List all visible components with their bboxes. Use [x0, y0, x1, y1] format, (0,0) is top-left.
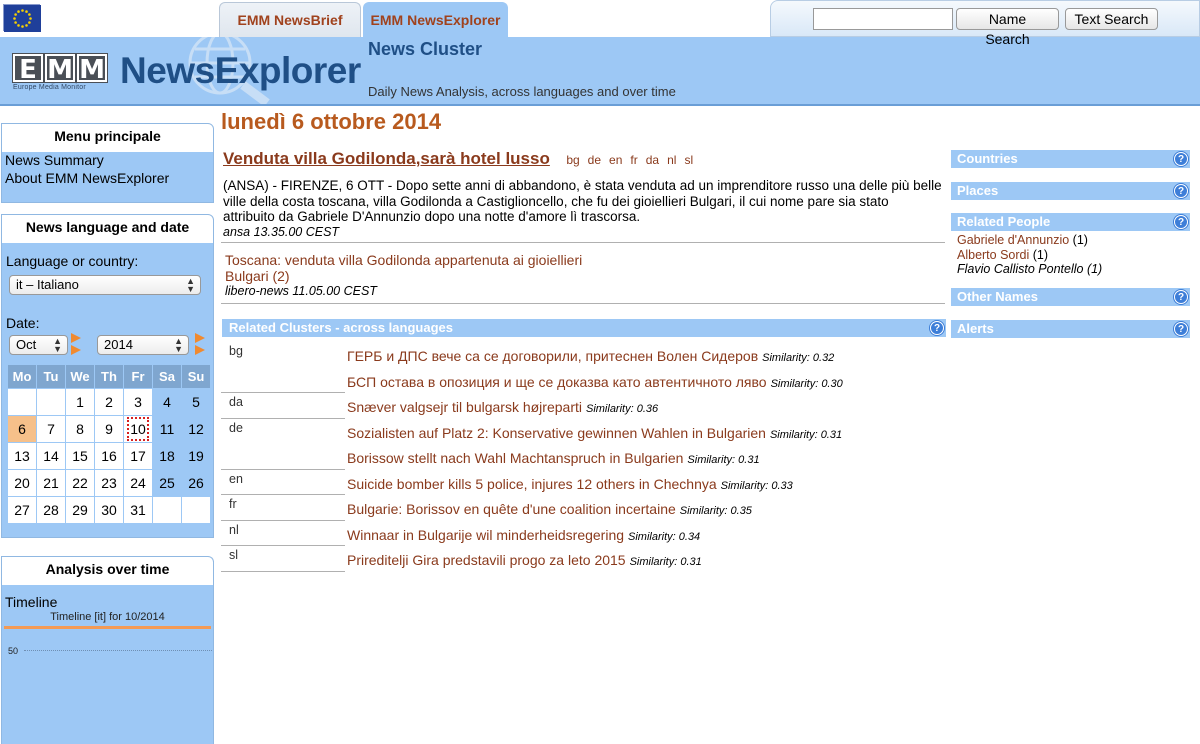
similarity-score — [687, 454, 759, 466]
section-header-related-people[interactable] — [951, 213, 1190, 231]
related-cluster-language: da — [229, 395, 243, 409]
divider — [221, 303, 945, 304]
section-title: Related People — [957, 214, 1051, 229]
timeline-label[interactable]: Timeline — [5, 594, 58, 610]
language-group-divider — [221, 494, 345, 495]
calendar-day[interactable] — [95, 497, 124, 524]
related-cluster-item — [347, 348, 834, 364]
related-cluster-link[interactable]: Suicide bomber kills 5 police, injures 12 others in Chechnya — [347, 475, 717, 492]
date-label: Date: — [6, 315, 40, 331]
calendar-day[interactable] — [182, 443, 211, 470]
person-item — [957, 262, 1102, 277]
analysis-panel — [1, 556, 214, 744]
article-language-link[interactable]: da — [645, 153, 660, 167]
calendar-weekday-header: Tu — [37, 365, 66, 389]
calendar-day[interactable] — [124, 497, 153, 524]
calendar-day-number: 1 — [76, 394, 84, 410]
similarity-value: 0.35 — [730, 505, 752, 517]
calendar-day-number: 12 — [188, 421, 204, 437]
related-cluster-link[interactable]: Bulgarie: Borissov en quête d'une coalition incertaine — [347, 501, 676, 517]
section-title: Other Names — [957, 289, 1038, 304]
calendar-day-number: 9 — [105, 421, 113, 437]
person-count: (1) — [1072, 233, 1088, 247]
calendar — [7, 364, 211, 524]
article-title-row — [223, 149, 943, 169]
calendar-day-number: 8 — [76, 421, 84, 437]
language-select-value: it – Italiano — [16, 277, 79, 292]
similarity-score — [628, 531, 700, 543]
calendar-day[interactable] — [37, 497, 66, 524]
calendar-day[interactable] — [182, 389, 211, 416]
page-title: News Cluster — [368, 39, 483, 59]
calendar-day[interactable] — [95, 443, 124, 470]
select-arrows-icon: ▲ ▼ — [186, 276, 195, 294]
timeline-tick-label: 50 — [8, 646, 19, 656]
calendar-weekday-header: We — [66, 365, 95, 389]
help-icon[interactable]: ? — [1174, 184, 1188, 198]
calendar-day-number: 22 — [72, 475, 88, 491]
language-group-divider — [221, 571, 345, 572]
article-language-link[interactable]: fr — [630, 153, 638, 167]
calendar-day-number: 27 — [14, 502, 30, 518]
language-group-divider — [221, 469, 345, 470]
calendar-day[interactable] — [66, 389, 95, 416]
calendar-day[interactable] — [66, 497, 95, 524]
help-icon[interactable]: ? — [1174, 152, 1188, 166]
section-header-places[interactable] — [951, 182, 1190, 200]
calendar-day-number: 30 — [101, 502, 117, 518]
calendar-weekday-header: Sa — [153, 365, 182, 389]
related-clusters-title: Related Clusters - across languages — [229, 320, 453, 335]
similarity-score — [771, 378, 843, 390]
year-stepper-icon[interactable] — [195, 333, 205, 355]
person-item — [957, 233, 1102, 248]
calendar-day-number: 16 — [101, 448, 117, 464]
similarity-label: Similarity: — [769, 428, 818, 441]
text-search-button[interactable]: Text Search — [1065, 8, 1158, 30]
calendar-day[interactable] — [8, 416, 37, 443]
calendar-day-number: 19 — [188, 448, 204, 464]
timeline-gridline — [24, 650, 212, 651]
related-cluster-item — [347, 425, 842, 441]
related-cluster-row — [221, 391, 945, 416]
calendar-day-number: 3 — [134, 394, 142, 410]
similarity-score — [586, 403, 658, 415]
calendar-day[interactable] — [124, 389, 153, 416]
emm-logo-letter: M — [45, 54, 75, 82]
related-cluster-item — [347, 399, 658, 415]
calendar-weekday-header: Th — [95, 365, 124, 389]
related-cluster-row — [221, 442, 945, 467]
calendar-day[interactable] — [124, 443, 153, 470]
calendar-day-number: 28 — [43, 502, 59, 518]
calendar-day-number: 14 — [43, 448, 59, 464]
calendar-day-number: 10 — [127, 417, 149, 441]
similarity-score — [721, 480, 793, 492]
help-icon[interactable]: ? — [1174, 322, 1188, 336]
calendar-empty-cell — [37, 389, 66, 416]
article-language-link[interactable]: bg — [566, 153, 580, 167]
second-article-link[interactable]: Toscana: venduta villa Godilonda appartenuta ai gioiellieri Bulgari (2) — [225, 252, 583, 284]
similarity-score — [680, 505, 752, 517]
page-subtitle: Daily News Analysis, across languages and over time — [368, 84, 676, 99]
similarity-value: 0.34 — [678, 530, 701, 543]
analysis-panel-title: Analysis over time — [45, 561, 170, 577]
calendar-day[interactable] — [153, 389, 182, 416]
calendar-day[interactable] — [37, 443, 66, 470]
menu-panel-title: Menu principale — [54, 128, 161, 144]
calendar-day[interactable] — [153, 416, 182, 443]
calendar-empty-cell — [182, 497, 211, 524]
calendar-day-number: 26 — [188, 475, 204, 491]
section-header-other-names[interactable] — [951, 288, 1190, 306]
calendar-day-number: 20 — [14, 475, 30, 491]
name-search-button[interactable]: Name Search — [956, 8, 1059, 30]
language-date-panel-title: News language and date — [25, 219, 190, 235]
related-people-list — [957, 233, 1102, 277]
person-link[interactable]: Gabriele d'Annunzio — [957, 233, 1070, 247]
section-title: Countries — [957, 151, 1018, 166]
calendar-day[interactable] — [8, 443, 37, 470]
related-cluster-item — [347, 527, 700, 543]
related-cluster-item — [347, 476, 793, 492]
emm-logo-letter: M — [77, 54, 107, 82]
menu-item-news-summary[interactable]: News Summary — [5, 152, 104, 168]
search-input[interactable] — [813, 8, 953, 30]
article-language-link[interactable]: de — [587, 153, 602, 167]
similarity-label: Similarity: — [762, 352, 810, 364]
related-cluster-item — [347, 501, 752, 517]
calendar-day[interactable] — [66, 470, 95, 497]
related-cluster-link[interactable]: Prireditelji Gira predstavili progo za leto 2015 — [347, 552, 626, 568]
timeline-chart-title: Timeline [it] for 10/2014 — [50, 611, 165, 623]
similarity-score — [770, 429, 842, 441]
similarity-value: 0.32 — [812, 352, 835, 364]
similarity-label: Similarity: — [679, 505, 728, 517]
calendar-day[interactable] — [95, 470, 124, 497]
similarity-label: Similarity: — [720, 479, 769, 492]
similarity-value: 0.31 — [680, 556, 702, 568]
similarity-label: Similarity: — [770, 377, 819, 390]
calendar-day[interactable] — [8, 470, 37, 497]
calendar-day[interactable] — [124, 416, 153, 443]
related-cluster-link[interactable]: Winnaar in Bulgarije wil minderheidsregering — [347, 526, 625, 543]
related-cluster-link[interactable]: Snæver valgsejr til bulgarsk højreparti — [347, 399, 582, 415]
person-name: Flavio Callisto Pontello — [957, 262, 1084, 276]
calendar-weekday-header: Fr — [124, 365, 153, 389]
calendar-day[interactable] — [8, 497, 37, 524]
related-cluster-language: sl — [229, 548, 239, 562]
related-cluster-link[interactable]: Sozialisten auf Platz 2: Konservative gewinnen Wahlen in Bulgarien — [347, 424, 766, 441]
year-select-value: 2014 — [104, 337, 133, 352]
calendar-day[interactable] — [95, 416, 124, 443]
divider — [221, 242, 945, 243]
related-cluster-link[interactable]: ГЕРБ и ДПС вече са се договорили, притеснен Волен Сидеров — [347, 348, 759, 364]
related-cluster-language: de — [229, 420, 243, 435]
article-source: ansa 13.35.00 CEST — [223, 225, 340, 239]
calendar-day-number: 15 — [72, 448, 88, 464]
calendar-day-number: 13 — [14, 448, 30, 464]
article-body: (ANSA) - FIRENZE, 6 OTT - Dopo sette anni di abbandono, è stata venduta ad un imprenditore russo una delle più belle ville della costa toscana, villa Godilonda a Castiglioncello, che fu dei gioiellieri Bulgari, il cui nome pare sia stato attribuito da Gabriele D'Annunzio dopo una notte d'amore lì trascorsa. — [223, 178, 942, 224]
select-arrows-icon: ▲ ▼ — [174, 336, 183, 354]
calendar-day-number: 29 — [72, 502, 88, 518]
product-title: NewsExplorer — [120, 50, 361, 91]
related-cluster-row — [221, 417, 945, 442]
related-cluster-row — [221, 366, 945, 391]
calendar-day-number: 6 — [18, 421, 26, 437]
calendar-day-number: 2 — [105, 394, 113, 410]
language-group-divider — [221, 520, 345, 521]
month-stepper-icon[interactable] — [71, 333, 81, 355]
calendar-weekday-header: Su — [182, 365, 211, 389]
calendar-day-number: 31 — [130, 502, 146, 518]
related-cluster-row — [221, 519, 945, 544]
calendar-day[interactable] — [124, 470, 153, 497]
similarity-score — [762, 352, 834, 364]
calendar-day-number: 4 — [163, 394, 171, 410]
emm-logo — [13, 54, 107, 98]
calendar-day[interactable] — [66, 416, 95, 443]
section-header-alerts[interactable] — [951, 320, 1190, 338]
similarity-label: Similarity: — [628, 530, 676, 543]
language-label: Language or country: — [6, 253, 139, 269]
related-cluster-language: nl — [229, 522, 239, 537]
related-cluster-link[interactable]: Borissow stellt nach Wahl Machtanspruch in Bulgarien — [347, 450, 684, 466]
related-cluster-row — [221, 340, 945, 365]
article-language-links — [562, 151, 697, 168]
related-clusters-header — [222, 319, 946, 337]
timeline-bar — [4, 626, 211, 629]
related-cluster-link[interactable]: БСП остава в опозиция и ще се доказва като автентичното ляво — [347, 373, 767, 390]
select-arrows-icon: ▲ ▼ — [53, 336, 62, 354]
related-cluster-item — [347, 374, 843, 390]
search-area — [770, 0, 1200, 47]
similarity-value: 0.36 — [636, 403, 659, 415]
calendar-day[interactable] — [182, 416, 211, 443]
year-select[interactable] — [97, 335, 189, 355]
similarity-score — [630, 556, 702, 568]
related-cluster-language: bg — [229, 344, 243, 358]
calendar-day-number: 7 — [47, 421, 55, 437]
help-icon[interactable]: ? — [930, 321, 944, 335]
calendar-weekday-header: Mo — [8, 365, 37, 389]
help-icon[interactable]: ? — [1174, 290, 1188, 304]
article-language-link[interactable]: en — [609, 153, 623, 167]
calendar-day-number: 25 — [159, 475, 175, 491]
related-cluster-row — [221, 544, 945, 569]
tab-newsexplorer[interactable]: EMM NewsExplorer — [363, 2, 508, 38]
person-count: (1) — [1032, 247, 1049, 262]
header — [0, 0, 1200, 106]
date-heading: lunedì 6 ottobre 2014 — [221, 109, 442, 134]
similarity-value: 0.33 — [771, 479, 793, 492]
calendar-day-number: 17 — [130, 448, 146, 464]
calendar-day-number: 11 — [159, 421, 175, 437]
calendar-day-number: 24 — [130, 475, 146, 491]
person-count: (1) — [1086, 262, 1103, 276]
section-title: Alerts — [957, 321, 994, 336]
tab-newsbrief[interactable]: EMM NewsBrief — [219, 2, 361, 38]
logo-area[interactable] — [0, 37, 362, 104]
article-title-link[interactable]: Venduta villa Godilonda,sarà hotel lusso — [223, 149, 550, 168]
section-title: Places — [957, 183, 999, 198]
calendar-day-number: 5 — [192, 394, 200, 410]
emm-logo-subtitle: Europe Media Monitor — [13, 84, 86, 91]
menu-item-about[interactable]: About EMM NewsExplorer — [5, 170, 170, 186]
similarity-label: Similarity: — [585, 403, 634, 415]
similarity-label: Similarity: — [687, 454, 736, 466]
month-select[interactable] — [9, 335, 68, 355]
calendar-empty-cell — [8, 389, 37, 416]
calendar-day[interactable] — [66, 443, 95, 470]
person-item — [957, 248, 1102, 263]
section-header-countries[interactable] — [951, 150, 1190, 168]
second-article-source: libero-news 11.05.00 CEST — [225, 284, 377, 298]
language-select[interactable] — [9, 275, 201, 295]
calendar-empty-cell — [153, 497, 182, 524]
calendar-day[interactable] — [153, 443, 182, 470]
calendar-day-number: 18 — [159, 448, 175, 464]
calendar-day[interactable] — [182, 470, 211, 497]
eu-flag-icon[interactable] — [3, 4, 40, 31]
similarity-value: 0.31 — [738, 454, 760, 466]
calendar-day[interactable] — [153, 470, 182, 497]
month-select-value: Oct — [16, 337, 37, 352]
related-cluster-row — [221, 468, 945, 493]
language-date-panel — [1, 214, 214, 538]
related-cluster-item — [347, 552, 702, 568]
similarity-value: 0.30 — [821, 377, 843, 390]
language-group-divider — [221, 545, 345, 546]
similarity-value: 0.31 — [820, 428, 843, 441]
menu-panel — [1, 123, 214, 203]
calendar-day[interactable] — [95, 389, 124, 416]
help-icon[interactable]: ? — [1174, 215, 1188, 229]
similarity-label: Similarity: — [629, 556, 678, 568]
related-cluster-language: en — [229, 471, 243, 486]
language-group-divider — [221, 418, 345, 419]
article-language-link[interactable]: nl — [667, 153, 677, 167]
related-cluster-item — [347, 450, 760, 466]
calendar-day-number: 23 — [101, 475, 117, 491]
related-cluster-language: fr — [229, 497, 237, 511]
calendar-day-number: 21 — [43, 475, 59, 491]
article-language-link[interactable]: sl — [684, 153, 694, 167]
emm-logo-letter: E — [13, 54, 43, 82]
related-cluster-row — [221, 493, 945, 518]
calendar-day[interactable] — [37, 470, 66, 497]
person-link[interactable]: Alberto Sordi — [957, 247, 1030, 262]
language-group-divider — [221, 392, 345, 393]
calendar-day[interactable] — [37, 416, 66, 443]
